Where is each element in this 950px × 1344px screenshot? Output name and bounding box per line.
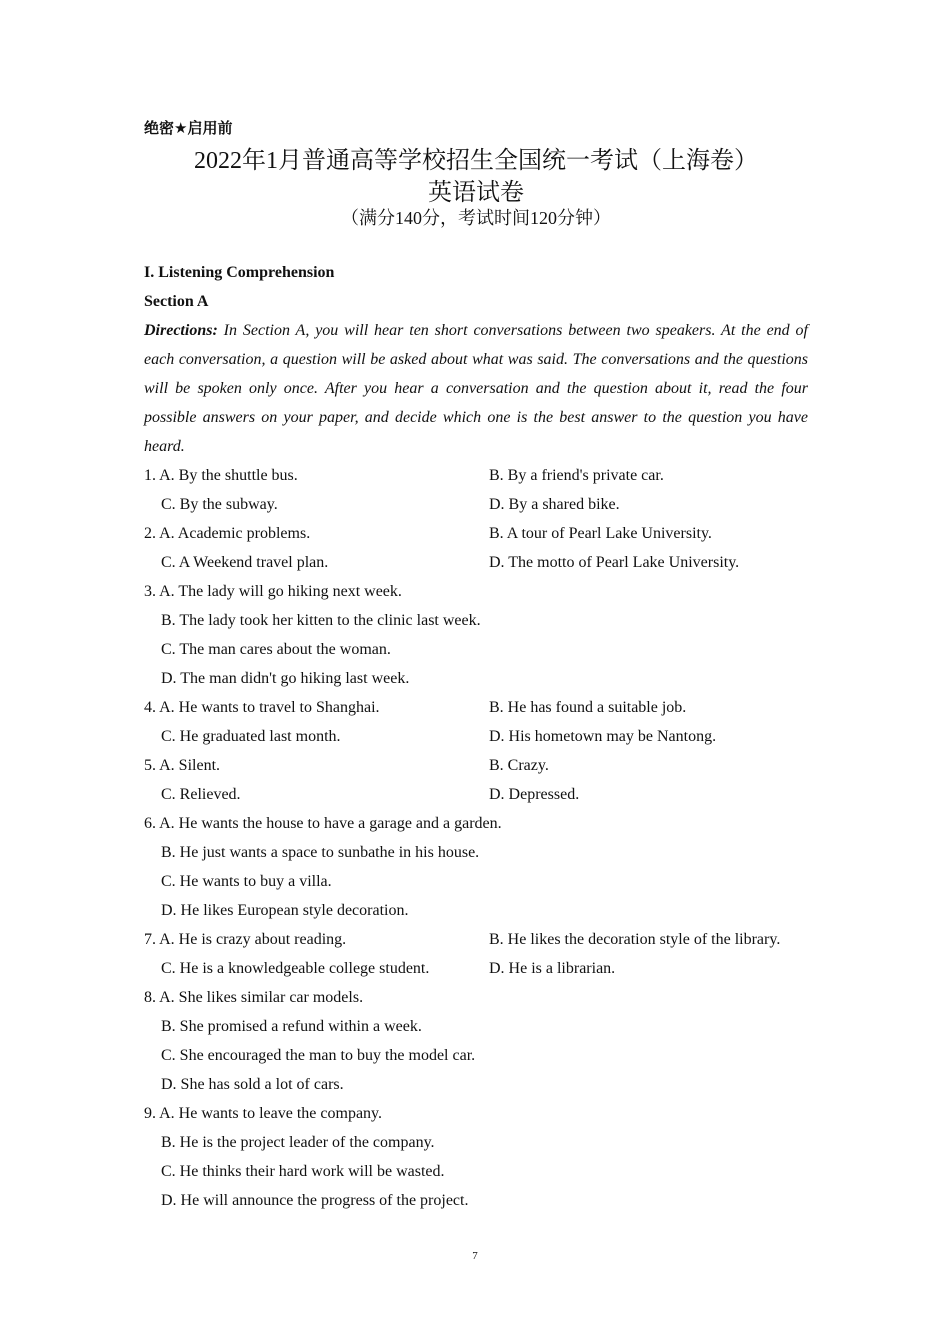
option: D. He is a librarian. [489,960,616,977]
option: B. A tour of Pearl Lake University. [489,525,712,542]
question-8-option-a: 8. A. She likes similar car models. [144,989,364,1006]
option: C. He is a knowledgeable college student. [161,960,430,977]
option: D. The motto of Pearl Lake University. [489,554,740,571]
question-6-option-c: C. He wants to buy a villa. [161,873,332,890]
question-2-row-1 [144,519,808,548]
option: D. By a shared bike. [489,496,620,513]
question-9-option-a: 9. A. He wants to leave the company. [144,1105,383,1122]
directions [144,316,808,461]
question-6-option-b: B. He just wants a space to sunbathe in his house. [161,844,480,861]
option: C. Relieved. [161,786,241,803]
exam-body [144,258,808,1215]
confidential-label: 绝密★启用前 [144,119,233,137]
directions-label: Directions: [144,322,218,339]
option: B. Crazy. [489,757,549,774]
question-3-option-c: C. The man cares about the woman. [161,641,391,658]
exam-info: （满分140分，考试时间120分钟） [341,208,611,228]
option: 4. A. He wants to travel to Shanghai. [144,699,380,716]
directions-text: In Section A, you will hear ten short conversations between two speakers. At the end of each conversation, a question will be asked about what was said. The conversations and the questions will be spoken only once. After you hear a conversation and the question about it, read the four possible answers on your paper, and decide which one is the best answer to the question you have heard. [144,322,808,455]
question-3-option-d: D. The man didn't go hiking last week. [161,670,410,687]
question-6-option-d: D. He likes European style decoration. [161,902,409,919]
exam-title: 2022年1月普通高等学校招生全国统一考试（上海卷） [194,148,758,174]
question-8-option-c: C. She encouraged the man to buy the model car. [161,1047,476,1064]
question-9-option-c: C. He thinks their hard work will be wasted. [161,1163,445,1180]
question-8-option-b: B. She promised a refund within a week. [161,1018,422,1035]
question-5-row-1 [144,751,808,780]
option: 7. A. He is crazy about reading. [144,931,347,948]
option: 5. A. Silent. [144,757,221,774]
option: D. Depressed. [489,786,580,803]
part-heading: I. Listening Comprehension [144,264,335,281]
question-3-option-a: 3. A. The lady will go hiking next week. [144,583,402,600]
question-9-option-d: D. He will announce the progress of the project. [161,1192,469,1209]
question-7-row-1 [144,925,808,954]
option: B. He has found a suitable job. [489,699,687,716]
question-4-row-2 [144,722,808,751]
option: C. He graduated last month. [161,728,341,745]
option: C. By the subway. [161,496,278,513]
page-number: 7 [472,1250,478,1262]
exam-subject: 英语试卷 [428,180,524,206]
option: C. A Weekend travel plan. [161,554,329,571]
option: 1. A. By the shuttle bus. [144,467,298,484]
question-5-row-2 [144,780,808,809]
question-7-row-2 [144,954,808,983]
question-1-row-2 [144,490,808,519]
option: 2. A. Academic problems. [144,525,311,542]
section-heading: Section A [144,293,209,310]
question-6-option-a: 6. A. He wants the house to have a garage and a garden. [144,815,502,832]
question-2-row-2 [144,548,808,577]
question-4-row-1 [144,693,808,722]
question-3-option-b: B. The lady took her kitten to the clinic last week. [161,612,481,629]
option: B. By a friend's private car. [489,467,664,484]
question-1-row-1 [144,461,808,490]
question-8-option-d: D. She has sold a lot of cars. [161,1076,344,1093]
option: B. He likes the decoration style of the library. [489,931,781,948]
question-9-option-b: B. He is the project leader of the company. [161,1134,435,1151]
option: D. His hometown may be Nantong. [489,728,717,745]
